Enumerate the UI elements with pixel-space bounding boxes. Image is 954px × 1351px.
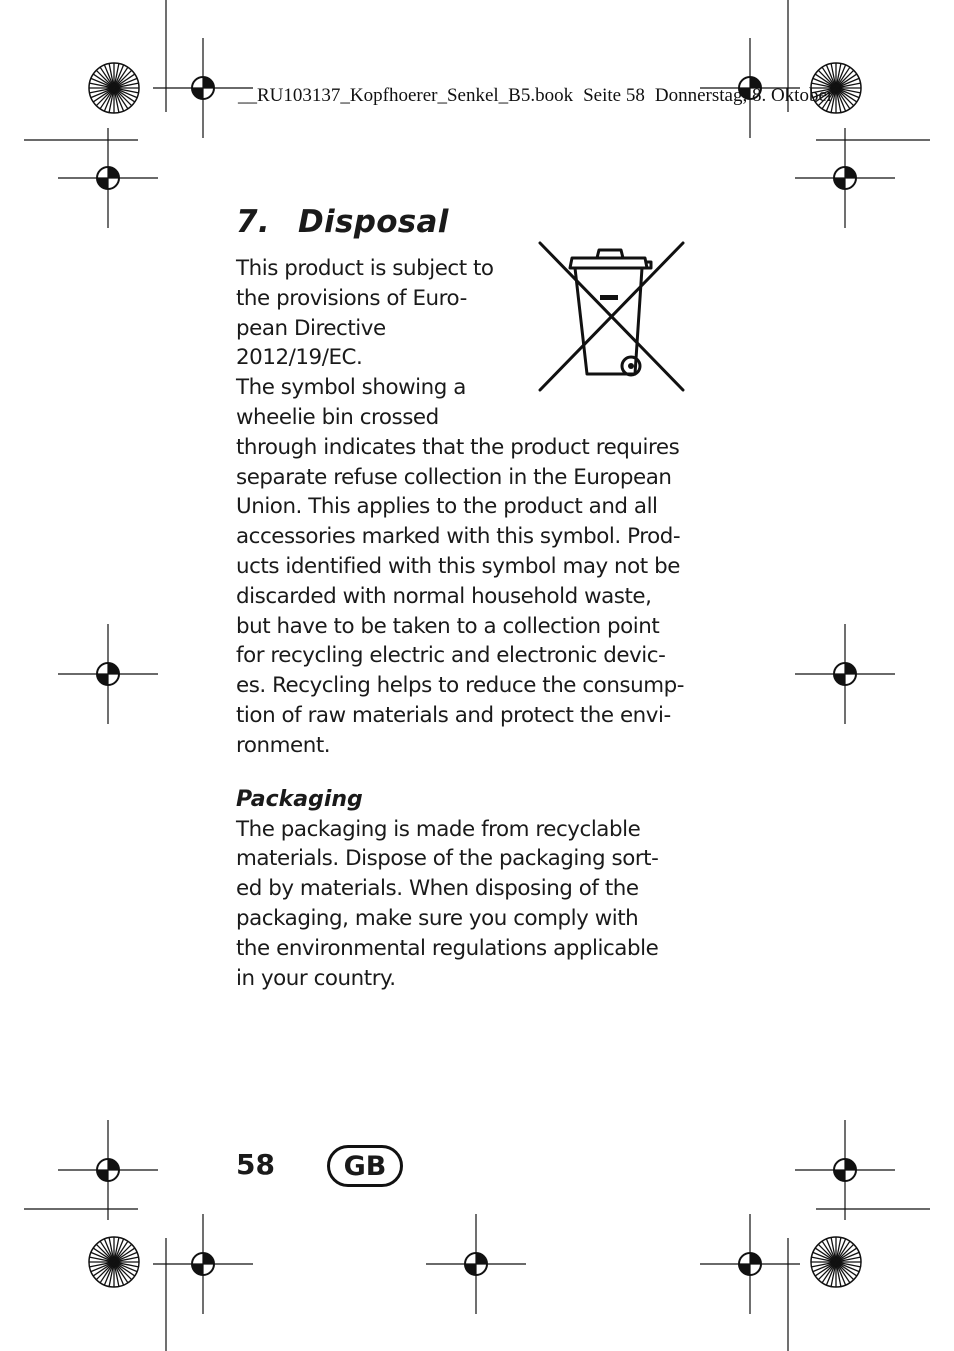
disposal-section — [236, 200, 684, 993]
text-line: The symbol showing a — [236, 375, 466, 401]
text-line: ucts identified with this symbol may not be — [236, 553, 680, 579]
text-line: materials. Dispose of the packaging sort- — [236, 846, 659, 872]
text-line: the provisions of Euro- — [236, 285, 467, 311]
text-line: for recycling electric and electronic devic- — [236, 643, 666, 669]
print-slug-line — [238, 85, 843, 107]
language-badge: GB — [327, 1145, 403, 1187]
text-line: wheelie bin crossed — [236, 404, 439, 430]
text-line: discarded with normal household waste, — [236, 583, 652, 609]
packaging-heading: Packaging — [236, 786, 363, 812]
text-line: ronment. — [236, 732, 331, 758]
text-line: in your country. — [236, 965, 396, 991]
text-line: This product is subject to — [236, 256, 494, 281]
packaging-body-text — [236, 815, 684, 994]
text-line: packaging, make sure you comply with — [236, 905, 639, 931]
slug-page: Seite 58 — [583, 85, 645, 106]
disposal-body-text — [236, 433, 684, 761]
text-line: through indicates that the product requires — [236, 434, 680, 460]
slug-filename: __RU103137_Kopfhoerer_Senkel_B5.book — [238, 85, 574, 106]
text-line: accessories marked with this symbol. Prod- — [236, 524, 681, 550]
text-line: ed by materials. When disposing of the — [236, 876, 639, 902]
section-title: Disposal — [298, 204, 449, 240]
text-line: but have to be taken to a collection point — [236, 613, 660, 639]
text-line: tion of raw materials and protect the envi- — [236, 702, 671, 728]
text-line: 2012/19/EC. — [236, 345, 363, 371]
text-line: es. Recycling helps to reduce the consump- — [236, 673, 685, 699]
page-number: 58 — [236, 1148, 275, 1181]
text-line: The packaging is made from recyclable — [236, 816, 641, 842]
text-line: Union. This applies to the product and all — [236, 494, 658, 520]
text-line: separate refuse collection in the European — [236, 464, 672, 490]
text-line: the environmental regulations applicable — [236, 935, 659, 961]
crossed-out-wheelie-bin-icon — [535, 238, 700, 398]
slug-date: Donnerstag, 8. Oktober — [654, 85, 834, 106]
text-line: pean Directive — [236, 315, 386, 341]
section-number: 7. — [236, 204, 270, 240]
